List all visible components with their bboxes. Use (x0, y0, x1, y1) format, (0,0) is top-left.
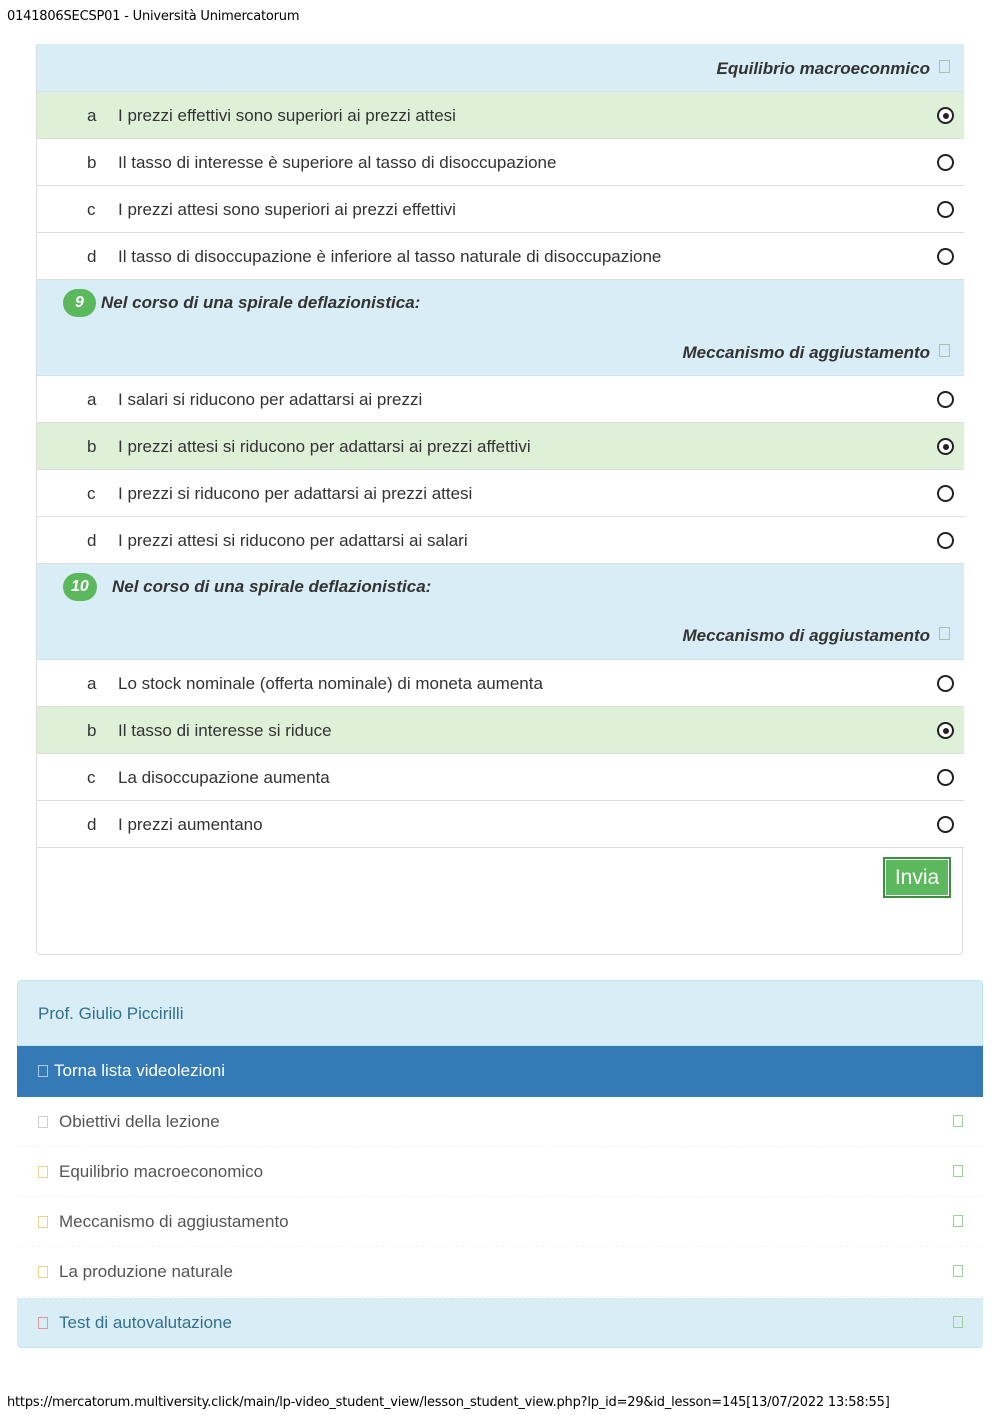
check-icon (953, 1115, 963, 1127)
radio-button[interactable] (937, 201, 954, 218)
lesson-item-label: Obiettivi della lezione (59, 1112, 220, 1131)
test-icon (38, 1317, 48, 1329)
question-text: Nel corso di una spirale deflazionistica: (112, 577, 432, 596)
question-8-header (37, 44, 964, 92)
lesson-item-equilibrio[interactable] (17, 1147, 983, 1197)
back-arrow-icon (38, 1065, 48, 1077)
lesson-item-label: La produzione naturale (59, 1262, 233, 1281)
radio-button[interactable] (937, 391, 954, 408)
professor-name: Prof. Giulio Piccirilli (38, 1004, 184, 1023)
option-text: Lo stock nominale (offerta nominale) di moneta aumenta (118, 674, 543, 693)
answer-option[interactable] (37, 233, 964, 280)
option-letter: d (87, 531, 97, 550)
radio-button[interactable] (937, 107, 954, 124)
option-letter: b (87, 153, 97, 172)
radio-button[interactable] (937, 532, 954, 549)
question-topic: Meccanismo di aggiustamento (682, 343, 930, 362)
option-text: I salari si riducono per adattarsi ai prezzi (118, 390, 423, 409)
answer-option[interactable] (37, 660, 964, 707)
option-text: I prezzi attesi si riducono per adattarsi ai prezzi affettivi (118, 437, 531, 456)
answer-option[interactable] (37, 754, 964, 801)
radio-button[interactable] (937, 485, 954, 502)
option-letter: b (87, 437, 97, 456)
radio-button[interactable] (937, 722, 954, 739)
document-icon (38, 1116, 48, 1128)
check-icon (953, 1165, 963, 1177)
professor-box (17, 980, 983, 1046)
print-header: 0141806SECSP01 - Università Unimercatorum (7, 9, 300, 24)
radio-button[interactable] (937, 675, 954, 692)
option-text: I prezzi attesi sono superiori ai prezzi effettivi (118, 200, 456, 219)
check-icon (953, 1215, 963, 1227)
lesson-item-test[interactable] (17, 1298, 983, 1348)
video-icon (38, 1266, 48, 1278)
option-letter: c (87, 484, 96, 503)
answer-option[interactable] (37, 376, 964, 423)
option-text: I prezzi si riducono per adattarsi ai prezzi attesi (118, 484, 473, 503)
option-text: La disoccupazione aumenta (118, 768, 330, 787)
option-text: I prezzi effettivi sono superiori ai prezzi attesi (118, 106, 456, 125)
video-icon (38, 1166, 48, 1178)
topic-tag-icon (939, 344, 950, 357)
option-letter: c (87, 768, 96, 787)
question-number-badge: 10 (63, 573, 97, 601)
radio-button[interactable] (937, 438, 954, 455)
answer-option[interactable] (37, 517, 964, 564)
answer-option[interactable] (37, 92, 964, 139)
back-to-lessons-button[interactable] (17, 1046, 983, 1097)
submit-button[interactable]: Invia (883, 857, 951, 898)
option-letter: a (87, 106, 97, 125)
video-icon (38, 1216, 48, 1228)
option-text: Il tasso di interesse è superiore al tasso di disoccupazione (118, 153, 557, 172)
lesson-item-label: Meccanismo di aggiustamento (59, 1212, 289, 1231)
option-text: I prezzi aumentano (118, 815, 263, 834)
quiz-panel (36, 44, 963, 955)
lesson-item-label: Equilibrio macroeconomico (59, 1162, 264, 1181)
question-10-header (37, 564, 964, 660)
radio-button[interactable] (937, 248, 954, 265)
option-text: I prezzi attesi si riducono per adattarsi ai salari (118, 531, 468, 550)
option-text: Il tasso di disoccupazione è inferiore al tasso naturale di disoccupazione (118, 247, 662, 266)
option-letter: d (87, 815, 97, 834)
print-footer: https://mercatorum.multiversity.click/main/lp-video_student_view/lesson_student_view.php?lp_id=29&id_lesson=145[13/07/2022 13:58:55] (7, 1395, 890, 1410)
radio-button[interactable] (937, 154, 954, 171)
question-topic: Meccanismo di aggiustamento (682, 626, 930, 645)
option-letter: b (87, 721, 97, 740)
question-text: Nel corso di una spirale deflazionistica: (101, 293, 421, 312)
lesson-item-objectives[interactable] (17, 1097, 983, 1147)
option-letter: c (87, 200, 96, 219)
back-label: Torna lista videolezioni (54, 1061, 226, 1080)
answer-option[interactable] (37, 423, 964, 470)
topic-tag-icon (939, 627, 950, 640)
check-icon (953, 1265, 963, 1277)
answer-option[interactable] (37, 707, 964, 754)
answer-option[interactable] (37, 801, 964, 848)
question-number-badge: 9 (63, 289, 96, 317)
question-9-header (37, 280, 964, 376)
lesson-item-label: Test di autovalutazione (59, 1313, 232, 1332)
answer-option[interactable] (37, 470, 964, 517)
check-icon (953, 1316, 963, 1328)
option-letter: a (87, 390, 97, 409)
lesson-item-produzione[interactable] (17, 1247, 983, 1297)
radio-button[interactable] (937, 769, 954, 786)
question-topic: Equilibrio macroeconmico (716, 59, 930, 78)
radio-button[interactable] (937, 816, 954, 833)
lesson-item-meccanismo[interactable] (17, 1197, 983, 1247)
option-text: Il tasso di interesse si riduce (118, 721, 332, 740)
answer-option[interactable] (37, 139, 964, 186)
option-letter: d (87, 247, 97, 266)
answer-option[interactable] (37, 186, 964, 233)
topic-tag-icon (939, 60, 950, 73)
option-letter: a (87, 674, 97, 693)
